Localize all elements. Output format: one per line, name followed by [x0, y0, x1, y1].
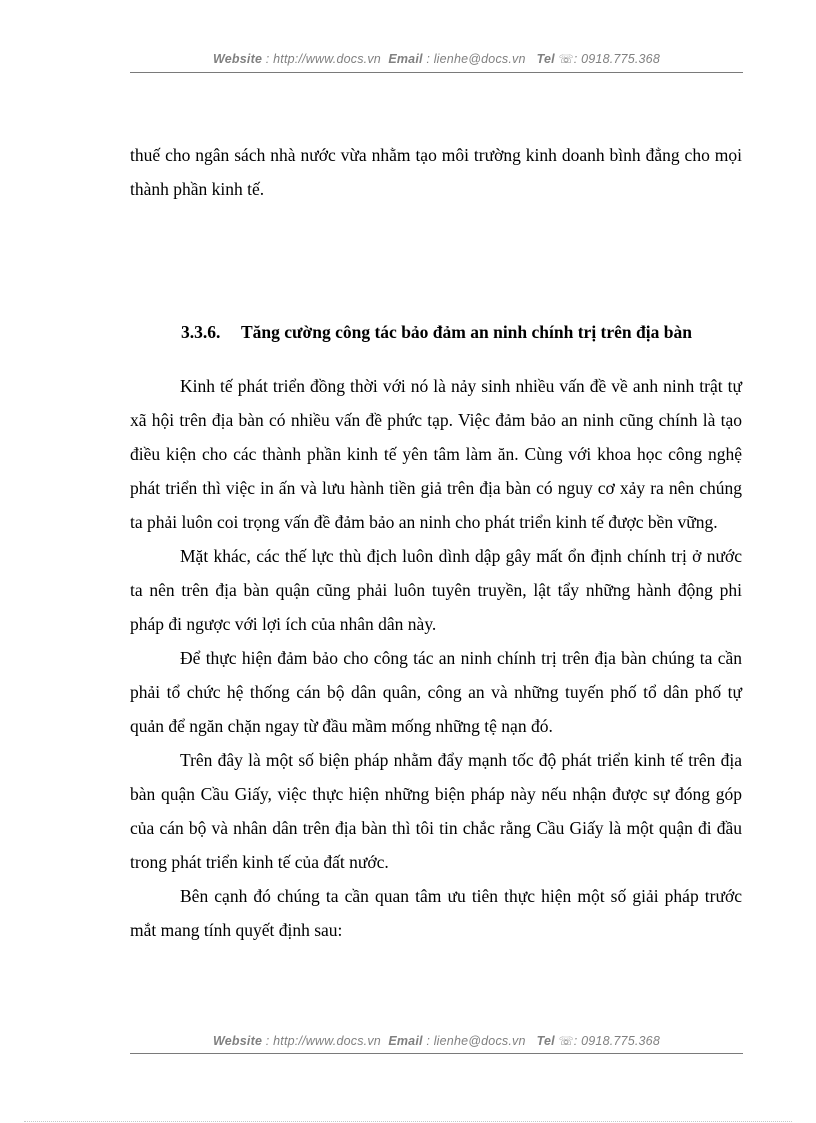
body-paragraph: Để thực hiện đảm bảo cho công tác an ninh chính trị trên địa bàn chúng ta cần phải tổ chức hệ thống cán bộ dân quân, công an và những tuyến phố tổ dân phố tự quản để ngăn chặn ngay từ đầu mầm mống những tệ nạn đó. [130, 648, 742, 736]
footer-divider [130, 1053, 743, 1054]
page-footer [130, 1034, 743, 1048]
footer-tel-label: Tel [536, 1034, 555, 1048]
body-paragraph: Mặt khác, các thế lực thù địch luôn dình dập gây mất ổn định chính trị ở nước ta nên trên địa bàn quận cũng phải luôn tuyên truyền, lật tẩy những hành động phi pháp đi ngược với lợi ích của nhân dân này. [130, 546, 742, 634]
header-website-label: Website [213, 52, 263, 66]
body-paragraph: Kinh tế phát triển đồng thời với nó là nảy sinh nhiều vấn đề về anh ninh trật tự xã hội trên địa bàn có nhiều vấn đề phức tạp. Việc đảm bảo an ninh cũng chính là tạo điều kiện cho các thành phần kinh tế yên tâm làm ăn. Cùng với khoa học công nghệ phát triển thì việc in ấn và lưu hành tiền giả trên địa bàn có nguy cơ xảy ra nên chúng ta phải luôn coi trọng vấn đề đảm bảo an ninh cho phát triển kinh tế được bền vững. [130, 376, 742, 532]
header-email-label: Email [388, 52, 423, 66]
header-divider [130, 72, 743, 73]
footer-email-value: : lienhe@docs.vn [422, 1034, 526, 1048]
section-body [130, 369, 742, 947]
header-email-value: : lienhe@docs.vn [422, 52, 526, 66]
footer-tel-value: : 0918.775.368 [573, 1034, 660, 1048]
phone-icon: ☏ [558, 1034, 574, 1048]
page-header [130, 52, 743, 66]
footer-website-label: Website [213, 1034, 263, 1048]
page-bottom-edge [24, 1121, 792, 1122]
footer-email-label: Email [388, 1034, 423, 1048]
body-paragraph: Bên cạnh đó chúng ta cần quan tâm ưu tiên thực hiện một số giải pháp trước mắt mang tính quyết định sau: [130, 886, 742, 940]
footer-website-value: : http://www.docs.vn [262, 1034, 381, 1048]
header-tel-label: Tel [536, 52, 555, 66]
intro-paragraph: thuế cho ngân sách nhà nước vừa nhằm tạo môi trường kinh doanh bình đẳng cho mọi thành phần kinh tế. [130, 145, 742, 199]
section-heading [181, 322, 751, 343]
header-website-value: : http://www.docs.vn [262, 52, 381, 66]
intro-paragraph-block [130, 138, 742, 206]
section-title: Tăng cường công tác bảo đảm an ninh chính trị trên địa bàn [241, 322, 692, 342]
header-tel-value: : 0918.775.368 [573, 52, 660, 66]
body-paragraph: Trên đây là một số biện pháp nhằm đẩy mạnh tốc độ phát triển kinh tế trên địa bàn quận Cầu Giấy, việc thực hiện những biện pháp này nếu nhận được sự đóng góp của cán bộ và nhân dân trên địa bàn thì tôi tin chắc rằng Cầu Giấy là một quận đi đầu trong phát triển kinh tế của đất nước. [130, 750, 742, 872]
section-number: 3.3.6. [181, 322, 221, 342]
phone-icon: ☏ [558, 52, 574, 66]
